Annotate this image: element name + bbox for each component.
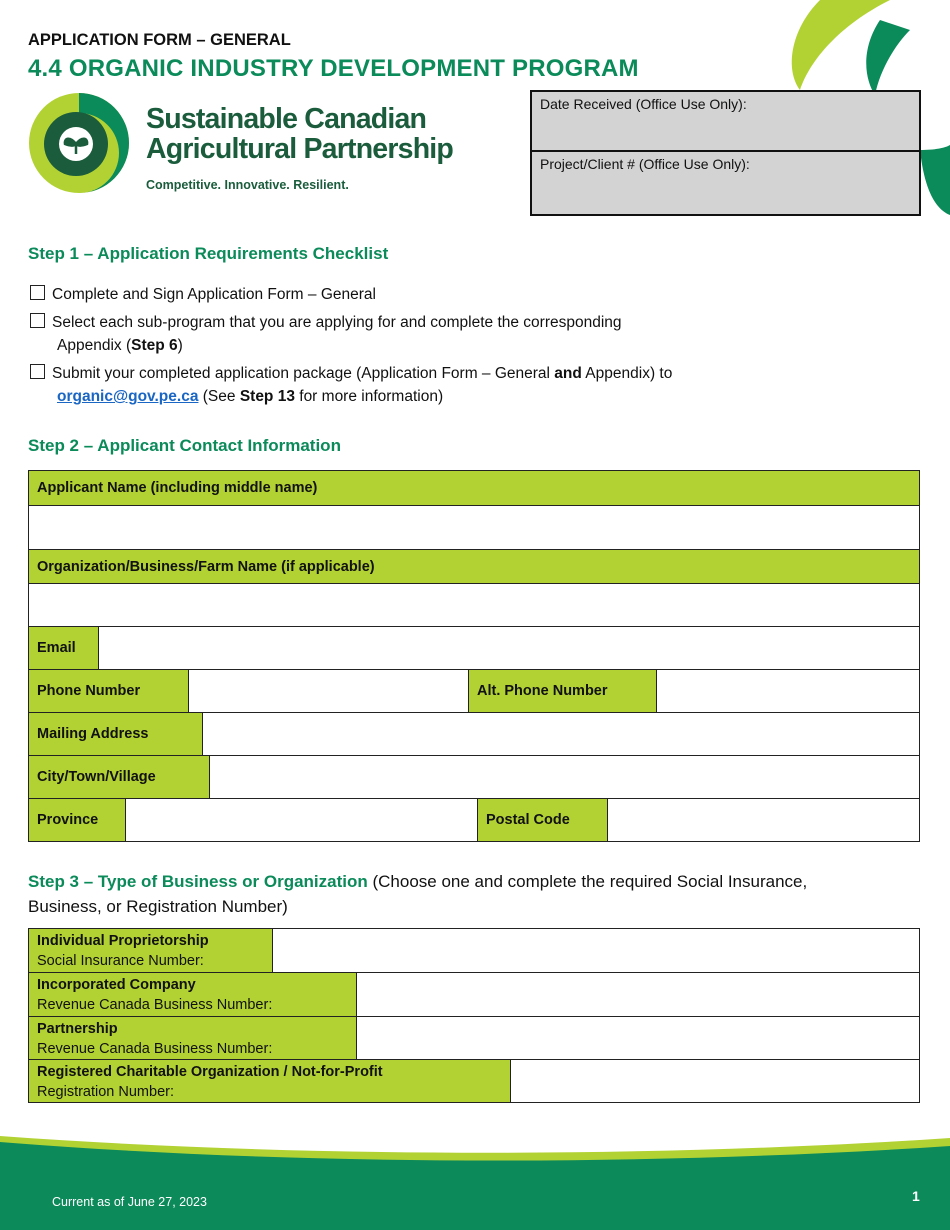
logo-name: Sustainable Canadian Agricultural Partnership xyxy=(146,103,454,165)
province-label: Province xyxy=(29,799,126,841)
checklist-item-sub-program-cont: Appendix (Step 6) xyxy=(57,337,183,354)
applicant-name-label: Applicant Name (including middle name) xyxy=(29,471,919,505)
program-title: 4.4 ORGANIC INDUSTRY DEVELOPMENT PROGRAM xyxy=(28,55,639,82)
mailing-address-input[interactable] xyxy=(203,713,919,755)
checklist-item-sign-form: Complete and Sign Application Form – General xyxy=(30,285,376,304)
email-link[interactable]: organic@gov.pe.ca xyxy=(57,388,199,405)
postal-code-label: Postal Code xyxy=(478,799,608,841)
postal-code-input[interactable] xyxy=(608,799,919,841)
project-client-field[interactable]: Project/Client # (Office Use Only): xyxy=(532,150,919,212)
phone-input[interactable] xyxy=(189,670,469,712)
organization-name-input[interactable] xyxy=(29,583,919,626)
logo-tagline: Competitive. Innovative. Resilient. xyxy=(146,178,349,192)
partnership-label: Partnership Revenue Canada Business Number: xyxy=(29,1017,357,1059)
current-as-of-date: Current as of June 27, 2023 xyxy=(52,1195,207,1209)
city-label: City/Town/Village xyxy=(29,756,210,798)
form-title: APPLICATION FORM – GENERAL xyxy=(28,31,291,49)
page-number: 1 xyxy=(912,1188,920,1204)
incorporated-company-label: Incorporated Company Revenue Canada Business Number: xyxy=(29,973,357,1016)
social-insurance-input[interactable] xyxy=(273,929,919,972)
business-type-table xyxy=(28,928,920,1103)
alt-phone-input[interactable] xyxy=(657,670,919,712)
alt-phone-label: Alt. Phone Number xyxy=(469,670,657,712)
applicant-name-input[interactable] xyxy=(29,505,919,549)
step2-heading: Step 2 – Applicant Contact Information xyxy=(28,436,341,455)
mailing-address-label: Mailing Address xyxy=(29,713,203,755)
registration-number-input[interactable] xyxy=(511,1060,919,1102)
email-label: Email xyxy=(29,627,99,669)
step1-heading: Step 1 – Application Requirements Checklist xyxy=(28,244,389,263)
charitable-organization-label: Registered Charitable Organization / Not-for-Profit Registration Number: xyxy=(29,1060,511,1102)
city-input[interactable] xyxy=(210,756,919,798)
contact-info-table xyxy=(28,470,920,842)
checkbox[interactable] xyxy=(30,313,45,328)
checkbox[interactable] xyxy=(30,364,45,379)
date-received-field[interactable]: Date Received (Office Use Only): xyxy=(540,96,747,112)
province-input[interactable] xyxy=(126,799,478,841)
partnership-business-number-input[interactable] xyxy=(357,1017,919,1059)
step3-heading: Step 3 – Type of Business or Organization (Choose one and complete the required Social Insurance, Business, or Registration Number) xyxy=(28,872,808,916)
incorporated-business-number-input[interactable] xyxy=(357,973,919,1016)
checklist-item-sub-program: Select each sub-program that you are applying for and complete the corresponding xyxy=(30,313,622,332)
footer-band xyxy=(0,1136,950,1230)
partnership-logo-icon xyxy=(28,92,130,194)
office-use-box xyxy=(530,90,921,216)
checklist-item-submit: Submit your completed application package (Application Form – General and Appendix) to xyxy=(30,364,672,383)
email-input[interactable] xyxy=(99,627,919,669)
organization-name-label: Organization/Business/Farm Name (if applicable) xyxy=(29,550,919,583)
individual-proprietorship-label: Individual Proprietorship Social Insurance Number: xyxy=(29,929,273,972)
phone-label: Phone Number xyxy=(29,670,189,712)
checkbox[interactable] xyxy=(30,285,45,300)
checklist-item-submit-cont: organic@gov.pe.ca (See Step 13 for more information) xyxy=(57,388,444,405)
